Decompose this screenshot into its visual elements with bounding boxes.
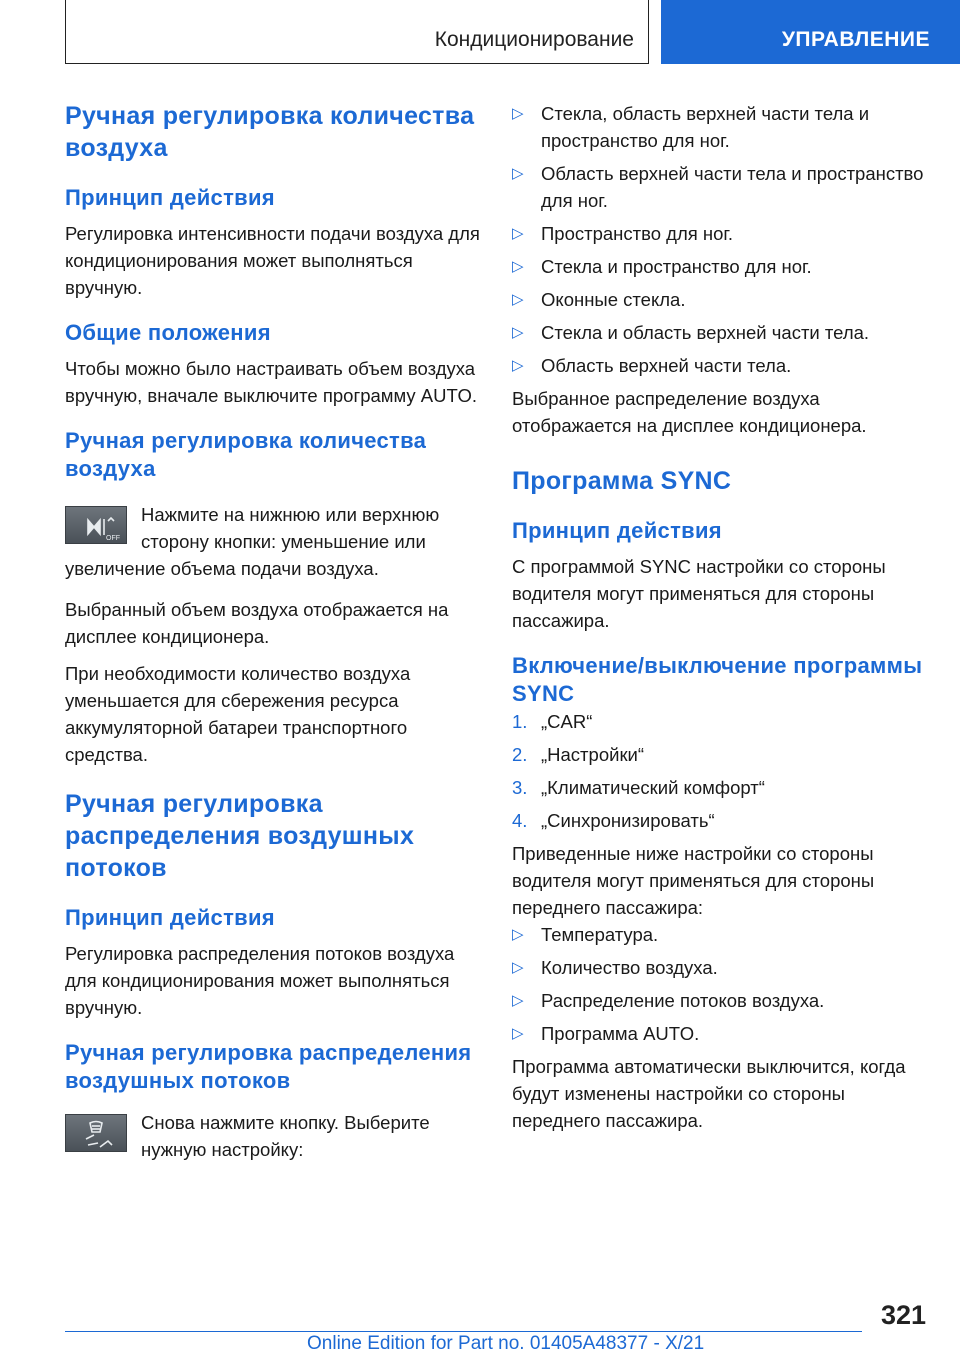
- svg-text:OFF: OFF: [106, 535, 120, 542]
- step-item: 4. „Синхронизировать“: [512, 810, 715, 831]
- list-item: ▷ Количество воздуха.: [512, 954, 930, 981]
- triangle-bullet-icon: ▷: [512, 324, 524, 341]
- paragraph: Выбранное распределение воздуха отображается на дисплее кондиционера.: [512, 388, 867, 436]
- icon-paragraph: [65, 1109, 480, 1163]
- paragraph: Регулировка распределения потоков воздуха для кондиционирования может выполняться вручную.: [65, 943, 455, 1018]
- list-item: ▷ Стекла и пространство для ног.: [512, 253, 930, 280]
- icon-paragraph: [65, 501, 480, 582]
- header-chapter: Кондиционирование: [434, 28, 634, 51]
- header-section: УПРАВЛЕНИЕ: [781, 28, 930, 51]
- triangle-bullet-icon: ▷: [512, 992, 524, 1009]
- heading-manual-air-amount-sub: Ручная регулировка количества воздуха: [65, 428, 427, 481]
- triangle-bullet-icon: ▷: [512, 165, 524, 182]
- distribution-list: [512, 100, 930, 379]
- paragraph: Нажмите на нижнюю или верхнюю сторону кнопки: уменьшение или увеличение объема подачи воздуха.: [65, 504, 440, 579]
- triangle-bullet-icon: ▷: [512, 357, 524, 374]
- paragraph: Чтобы можно было настраивать объем воздуха вручную, вначале выключите программу AUTO.: [65, 358, 478, 406]
- page-number: 321: [880, 1300, 926, 1330]
- step-item: 1. „CAR“: [512, 711, 593, 732]
- heading-manual-distribution: Ручная регулировка распределения воздушных потоков: [65, 790, 415, 882]
- heading-general: Общие положения: [65, 320, 271, 345]
- right-column: [512, 100, 930, 1134]
- heading-manual-air-amount: Ручная регулировка количества воздуха: [65, 102, 475, 162]
- triangle-bullet-icon: ▷: [512, 291, 524, 308]
- triangle-bullet-icon: ▷: [512, 105, 524, 122]
- list-item: ▷ Область верхней части тела.: [512, 352, 930, 379]
- paragraph: При необходимости количество воздуха уменьшается для сбережения ресурса аккумуляторной батареи транспортного средства.: [65, 663, 411, 765]
- list-item: ▷ Температура.: [512, 921, 930, 948]
- paragraph: С программой SYNC настройки со стороны водителя могут применяться для стороны пассажира.: [512, 556, 886, 631]
- heading-principle: Принцип действия: [65, 185, 275, 210]
- footer-divider: [65, 1331, 862, 1332]
- list-item: ▷ Пространство для ног.: [512, 220, 930, 247]
- header-chapter-box: [65, 0, 649, 64]
- paragraph: Выбранный объем воздуха отображается на дисплее кондиционера.: [65, 599, 449, 647]
- heading-sync-toggle: Включение/выключение программы SYNC: [512, 653, 923, 706]
- triangle-bullet-icon: ▷: [512, 225, 524, 242]
- header-section-tab: [661, 0, 960, 64]
- sync-steps-list: [512, 708, 930, 834]
- list-item: ▷ Область верхней части тела и пространство для ног.: [512, 160, 930, 214]
- paragraph: Приведенные ниже настройки со стороны водителя могут применяться для стороны переднего пассажира:: [512, 843, 875, 918]
- paragraph: Снова нажмите кнопку. Выберите нужную настройку:: [141, 1112, 430, 1160]
- list-item: ▷ Стекла и область верхней части тела.: [512, 319, 930, 346]
- air-distribution-button-icon: [65, 1114, 127, 1152]
- heading-principle: Принцип действия: [512, 518, 722, 543]
- paragraph: Программа автоматически выключится, когда будут изменены настройки со стороны переднего пассажира.: [512, 1056, 906, 1131]
- list-item: ▷ Распределение потоков воздуха.: [512, 987, 930, 1014]
- step-item: 2. „Настройки“: [512, 744, 645, 765]
- triangle-bullet-icon: ▷: [512, 926, 524, 943]
- list-item: ▷ Оконные стекла.: [512, 286, 930, 313]
- list-item: ▷ Стекла, область верхней части тела и пространство для ног.: [512, 100, 930, 154]
- list-item: ▷ Программа AUTO.: [512, 1020, 930, 1047]
- sync-settings-list: [512, 921, 930, 1047]
- fan-off-button-icon: [65, 506, 127, 544]
- triangle-bullet-icon: ▷: [512, 959, 524, 976]
- step-item: 3. „Климатический комфорт“: [512, 777, 765, 798]
- paragraph: Регулировка интенсивности подачи воздуха для кондиционирования может выполняться вручную.: [65, 223, 480, 298]
- triangle-bullet-icon: ▷: [512, 1025, 524, 1042]
- heading-manual-distribution-sub: Ручная регулировка распределения воздушных потоков: [65, 1040, 472, 1093]
- triangle-bullet-icon: ▷: [512, 258, 524, 275]
- heading-sync-program: Программа SYNC: [512, 467, 732, 495]
- heading-principle: Принцип действия: [65, 905, 275, 930]
- left-column: [65, 100, 480, 1163]
- footer-edition: Online Edition for Part no. 01405A48377 - X/21: [307, 1333, 705, 1354]
